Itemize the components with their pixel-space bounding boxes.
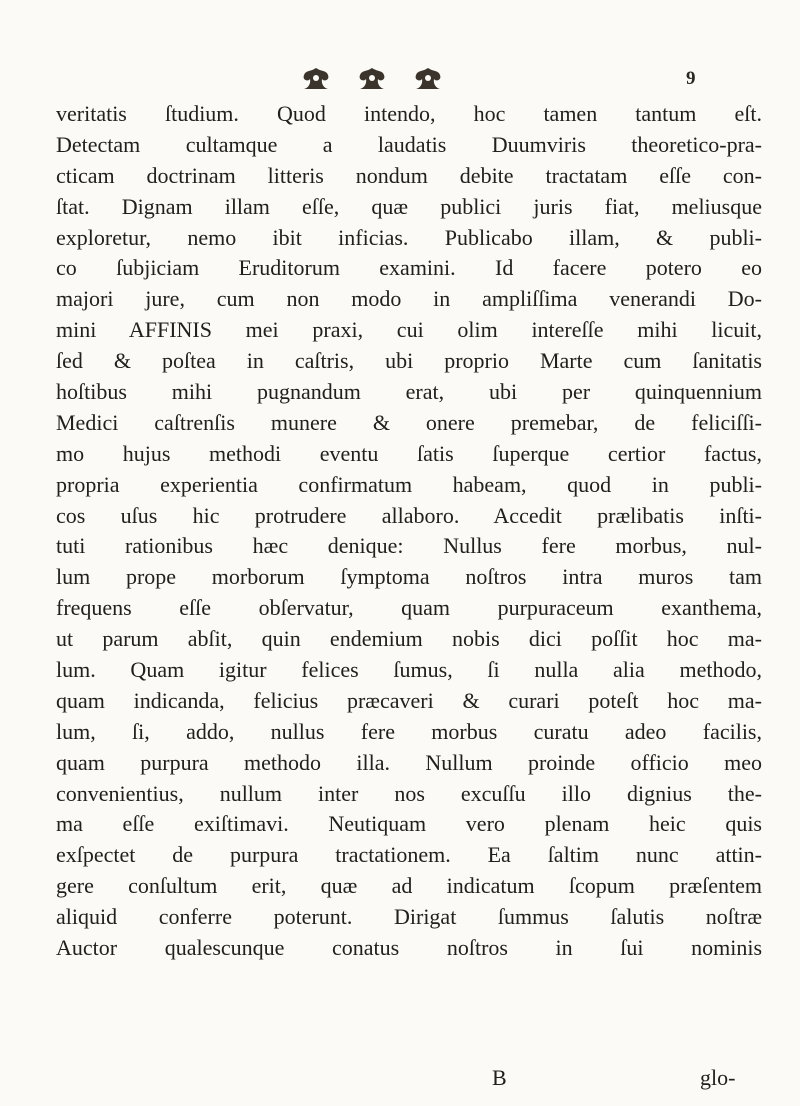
body-text: [56, 99, 762, 964]
text-line: exſpectet de purpura tractationem. Ea ſaltim nunc attin-: [56, 842, 762, 868]
text-line: ut parum abſit, quin endemium nobis dici poſſit hoc ma-: [56, 626, 762, 652]
text-line: propria experientia confirmatum habeam, quod in publi-: [56, 471, 762, 497]
text-line: convenientius, nullum inter nos excuſſu illo dignius the-: [56, 780, 762, 806]
text-line: mini AFFINIS mei praxi, cui olim intereſſe mihi licuit,: [56, 317, 762, 343]
text-line: Detectam cultamque a laudatis Duumviris theoretico-pra-: [56, 131, 762, 157]
text-line: cticam doctrinam litteris nondum debite tractatam eſſe con-: [56, 162, 762, 188]
text-line: Medici caſtrenſis munere & onere premebar, de feliciſſi-: [56, 409, 762, 435]
fleuron-icon: [410, 66, 446, 92]
text-line: ſtat. Dignam illam eſſe, quæ publici juris fiat, meliusque: [56, 193, 762, 219]
header-ornaments: [0, 66, 800, 94]
fleuron-icon: [354, 66, 390, 92]
fleuron-icon: [298, 66, 334, 92]
text-line: lum, ſi, addo, nullus fere morbus curatu adeo facilis,: [56, 718, 762, 744]
text-line: lum prope morborum ſymptoma noſtros intra muros tam: [56, 564, 762, 590]
text-line: lum. Quam igitur felices ſumus, ſi nulla alia methodo,: [56, 657, 762, 683]
signature-mark: B: [492, 1065, 507, 1090]
text-line: frequens eſſe obſervatur, quam purpuraceum exanthema,: [56, 595, 762, 621]
text-line: veritatis ſtudium. Quod intendo, hoc tamen tantum eſt.: [56, 101, 762, 126]
text-line: tuti rationibus hæc denique: Nullus fere morbus, nul-: [56, 533, 762, 559]
text-line: cos uſus hic protrudere allaboro. Accedit prælibatis inſti-: [56, 502, 762, 528]
text-line: Auctor qualescunque conatus noſtros in ſui nominis: [56, 935, 762, 961]
text-line: hoſtibus mihi pugnandum erat, ubi per quinquennium: [56, 379, 762, 405]
text-line: ma eſſe exiſtimavi. Neutiquam vero plenam heic quis: [56, 811, 762, 837]
text-line: majori jure, cum non modo in ampliſſima venerandi Do-: [56, 286, 762, 312]
text-line: aliquid conferre poterunt. Dirigat ſummus ſalutis noſtræ: [56, 904, 762, 930]
text-line: ſed & poſtea in caſtris, ubi proprio Marte cum ſanitatis: [56, 348, 762, 374]
text-line: quam purpura methodo illa. Nullum proinde officio meo: [56, 749, 762, 775]
page-number: 9: [686, 68, 696, 89]
text-line: mo hujus methodi eventu ſatis ſuperque certior factus,: [56, 440, 762, 466]
text-line: exploretur, nemo ibit inficias. Publicabo illam, & publi-: [56, 224, 762, 250]
text-line: gere conſultum erit, quæ ad indicatum ſcopum præſentem: [56, 873, 762, 899]
text-line: quam indicanda, felicius præcaveri & curari poteſt hoc ma-: [56, 687, 762, 713]
catchword: glo-: [700, 1065, 736, 1090]
text-line: co ſubjiciam Eruditorum examini. Id facere potero eo: [56, 255, 762, 281]
